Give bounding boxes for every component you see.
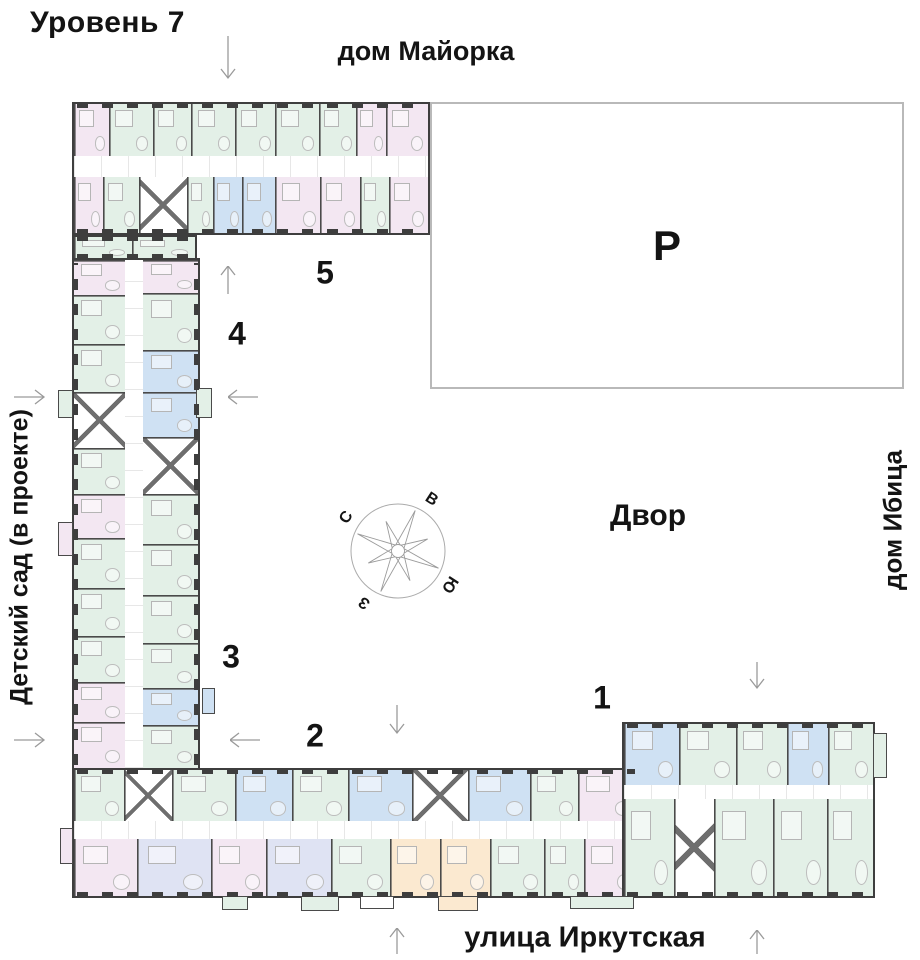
apartment-unit: [74, 295, 125, 345]
apartment-unit: [74, 237, 132, 258]
apartment-unit: [143, 350, 198, 393]
apartment-unit: [530, 770, 578, 821]
entrance-arrow-left: [230, 729, 268, 751]
section-number-4: 4: [228, 315, 246, 352]
apartment-unit: [292, 770, 347, 821]
entrance-arrow-up: [386, 928, 408, 960]
apartment-unit: [319, 104, 356, 156]
apartment-unit: [74, 636, 125, 682]
wing-bottom-irkutskaya: [72, 768, 640, 898]
apartment-unit: [235, 770, 293, 821]
apartment-unit: [143, 544, 198, 595]
apartment-unit: [386, 104, 428, 156]
apartment-unit: [187, 177, 212, 233]
apartment-row: [74, 104, 428, 156]
wing-mallorca-top: [72, 102, 430, 235]
apartment-unit: [172, 770, 234, 821]
apartment-unit: [143, 688, 198, 725]
apartment-unit: [109, 104, 153, 156]
apartment-unit: [773, 799, 827, 896]
apartment-unit: [242, 177, 275, 233]
apartment-unit: [143, 595, 198, 644]
apartment-unit: [356, 104, 386, 156]
apartment-unit: [74, 344, 125, 392]
compass-north-label: С: [336, 507, 357, 527]
label-street-irkutskaya: улица Иркутская: [464, 921, 706, 954]
apartment-unit: [320, 177, 359, 233]
compass-south-label: Ю: [437, 573, 462, 597]
balcony-stub: [202, 688, 215, 714]
entrance-arrow-left: [228, 386, 266, 408]
apartment-unit: [74, 177, 103, 233]
compass-west-label: З: [355, 592, 374, 613]
apartment-unit: [143, 392, 198, 437]
balcony-stub: [58, 522, 73, 556]
corridor: [624, 785, 873, 800]
apartment-unit: [440, 839, 490, 896]
stair-elevator-core: [74, 392, 125, 448]
entrance-arrow-down: [217, 36, 239, 86]
apartment-unit: [544, 839, 583, 896]
apartment-row: [624, 799, 873, 896]
stair-elevator-core: [124, 770, 172, 821]
entrance-arrow-right: [14, 729, 52, 751]
apartment-row: [74, 839, 638, 896]
corridor: [74, 156, 428, 176]
apartment-unit: [827, 799, 873, 896]
apartment-unit: [787, 724, 828, 785]
apartment-unit: [74, 682, 125, 722]
apartment-row: [143, 260, 198, 768]
apartment-unit: [143, 260, 198, 293]
apartment-row: [74, 770, 638, 821]
entrance-arrow-up: [746, 930, 768, 960]
compass-east-label: В: [422, 489, 442, 510]
apartment-unit: [235, 104, 275, 156]
label-building-majorka: дом Майорка: [337, 36, 515, 66]
apartment-row: [74, 237, 195, 258]
apartment-unit: [275, 104, 319, 156]
corridor: [74, 821, 638, 839]
balcony-stub: [222, 896, 248, 910]
apartment-unit: [143, 725, 198, 768]
corridor: [125, 260, 143, 768]
stair-elevator-core: [139, 177, 188, 233]
apartment-unit: [74, 104, 109, 156]
apartment-unit: [191, 104, 235, 156]
stair-elevator-core: [674, 799, 714, 896]
apartment-unit: [624, 799, 674, 896]
stair-elevator-core: [412, 770, 467, 821]
balcony-stub: [438, 896, 478, 911]
apartment-unit: [74, 538, 125, 588]
stair-elevator-core: [143, 437, 198, 493]
wing-section-1: [622, 722, 875, 898]
apartment-unit: [679, 724, 736, 785]
wing-left-kindergarten: [72, 258, 200, 770]
label-kindergarten: Детский сад (в проекте): [5, 409, 34, 705]
entrance-arrow-up: [217, 266, 239, 302]
wing-corner-strip: [72, 235, 197, 260]
section-number-1: 1: [593, 679, 611, 716]
section-number-5: 5: [316, 254, 334, 291]
apartment-row: [624, 724, 873, 785]
apartment-row: [74, 260, 125, 768]
apartment-unit: [348, 770, 413, 821]
apartment-unit: [137, 839, 211, 896]
compass-rose-icon: [328, 481, 468, 621]
apartment-unit: [74, 494, 125, 538]
apartment-unit: [74, 588, 125, 636]
apartment-unit: [360, 177, 389, 233]
section-number-2: 2: [306, 717, 324, 754]
apartment-unit: [132, 237, 195, 258]
apartment-unit: [714, 799, 773, 896]
apartment-unit: [624, 724, 679, 785]
balcony-stub: [301, 896, 339, 911]
apartment-unit: [74, 770, 124, 821]
apartment-unit: [74, 722, 125, 768]
section-number-3: 3: [222, 638, 240, 675]
apartment-unit: [143, 643, 198, 688]
apartment-row: [74, 177, 428, 233]
balcony-stub: [873, 733, 887, 778]
entrance-arrow-right: [14, 386, 52, 408]
apartment-unit: [266, 839, 331, 896]
apartment-unit: [74, 448, 125, 494]
apartment-unit: [828, 724, 873, 785]
apartment-unit: [153, 104, 192, 156]
apartment-unit: [490, 839, 544, 896]
label-building-ibiza: дом Ибица: [877, 450, 908, 590]
apartment-unit: [331, 839, 390, 896]
apartment-unit: [74, 839, 137, 896]
apartment-unit: [390, 839, 440, 896]
balcony-stub: [360, 896, 394, 909]
page-title: Уровень 7: [30, 6, 185, 39]
apartment-unit: [74, 260, 125, 295]
entrance-arrow-down: [746, 662, 768, 696]
apartment-unit: [143, 293, 198, 349]
apartment-unit: [275, 177, 320, 233]
balcony-stub: [58, 390, 73, 418]
entrance-arrow-down: [386, 705, 408, 741]
apartment-unit: [103, 177, 138, 233]
apartment-unit: [389, 177, 428, 233]
parking-area: [430, 102, 904, 389]
apartment-unit: [736, 724, 787, 785]
apartment-unit: [143, 494, 198, 545]
apartment-unit: [211, 839, 265, 896]
apartment-unit: [213, 177, 242, 233]
balcony-stub: [570, 896, 634, 909]
balcony-stub: [60, 828, 73, 864]
apartment-unit: [468, 770, 530, 821]
label-courtyard: Двор: [609, 499, 687, 532]
parking-label: Р: [652, 221, 681, 269]
